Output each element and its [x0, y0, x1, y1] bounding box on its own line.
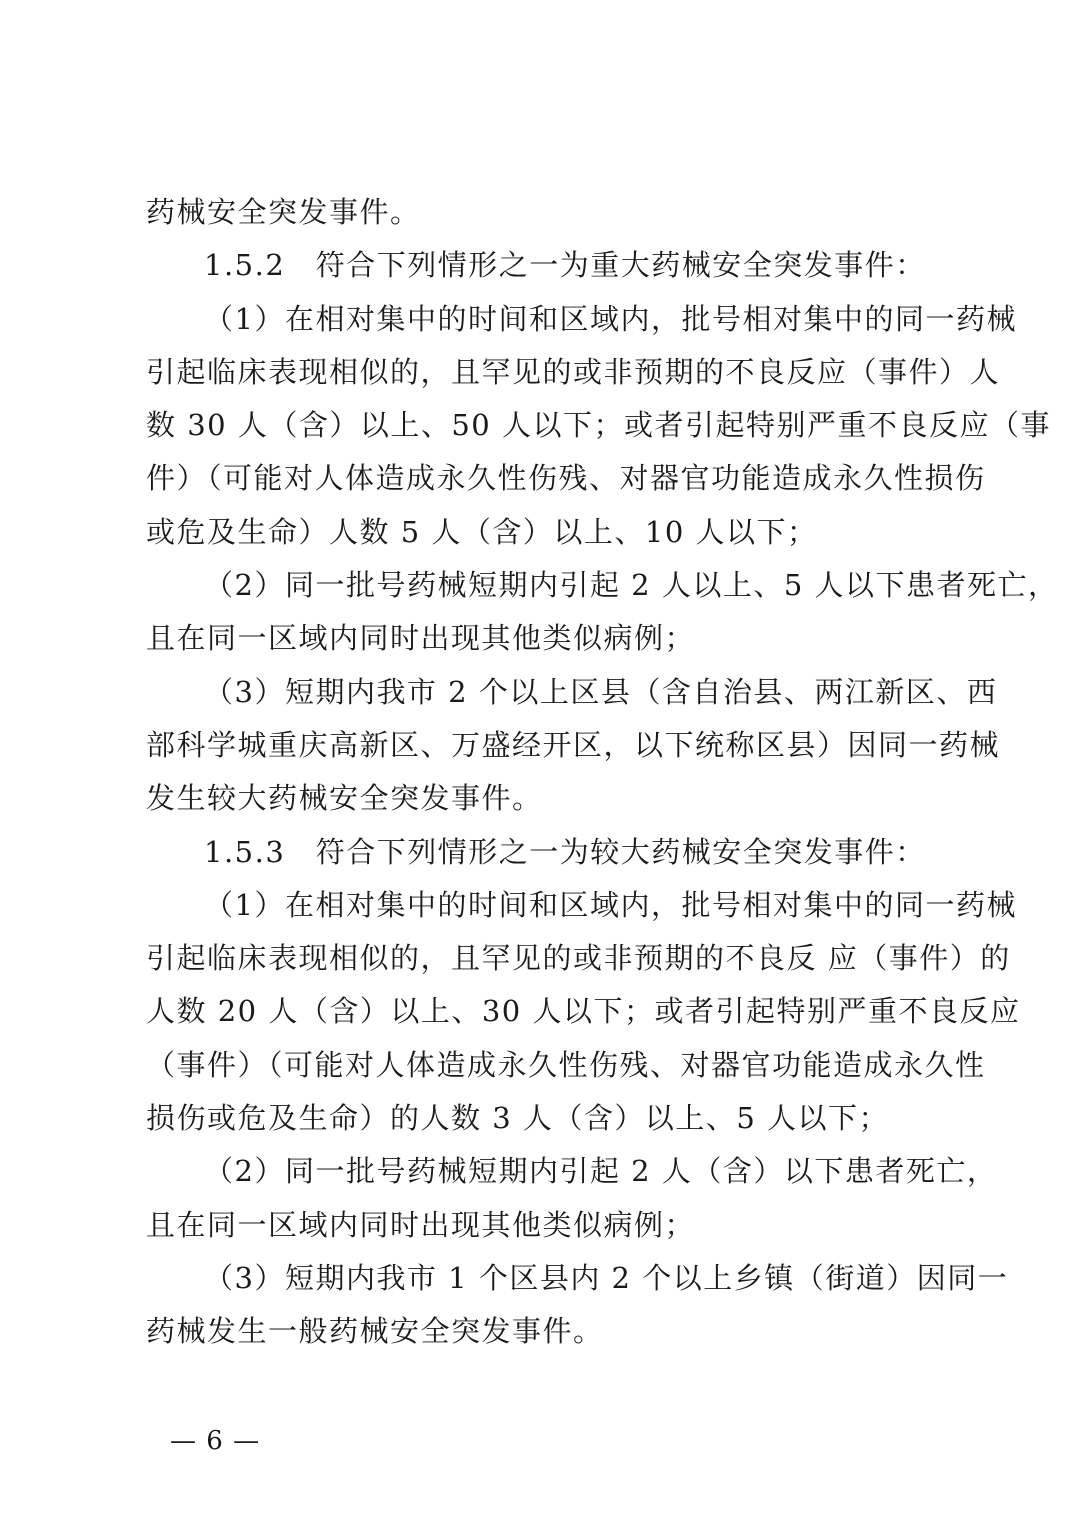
paragraph-line: 引起临床表现相似的，且罕见的或非预期的不良反应（事件）人	[146, 354, 1001, 389]
paragraph-line: 且在同一区域内同时出现其他类似病例；	[146, 621, 696, 656]
paragraph-line: 或危及生命）人数 5 人（含）以上、10 人以下；	[146, 514, 818, 549]
section-heading-1-5-3: 1.5.3 符合下列情形之一为较大药械安全突发事件：	[204, 834, 926, 869]
paragraph-line: 药械安全突发事件。	[146, 195, 421, 229]
paragraph-line: 损伤或危及生命）的人数 3 人（含）以上、5 人以下；	[146, 1101, 890, 1136]
paragraph-line: 发生较大药械安全突发事件。	[146, 781, 543, 816]
paragraph-line: （事件）（可能对人体造成永久性伤残、对器官功能造成永久性	[146, 1047, 986, 1082]
paragraph-line: （3）短期内我市 1 个区县内 2 个以上乡镇（街道）因同一	[204, 1260, 1009, 1295]
paragraph-line: 件）（可能对人体造成永久性伤残、对器官功能造成永久性损伤	[146, 461, 986, 496]
paragraph-line: （3）短期内我市 2 个以上区县（含自治县、两江新区、西	[204, 674, 998, 709]
paragraph-line: （1）在相对集中的时间和区域内，批号相对集中的同一药械	[204, 887, 1017, 922]
page-number: — 6 —	[170, 1426, 261, 1456]
paragraph-line: （2）同一批号药械短期内引起 2 人（含）以下患者死亡，	[204, 1154, 998, 1189]
paragraph-line: 数 30 人（含）以上、50 人以下；或者引起特别严重不良反应（事	[146, 408, 1051, 443]
paragraph-line: 部科学城重庆高新区、万盛经开区，以下统称区县）因同一药械	[146, 727, 1001, 762]
document-body	[146, 186, 1059, 1359]
paragraph-line: 人数 20 人（含）以上、30 人以下；或者引起特别严重不良反应	[146, 994, 1021, 1029]
paragraph-line: （1）在相对集中的时间和区域内，批号相对集中的同一药械	[204, 301, 1017, 336]
paragraph-line: 药械发生一般药械安全突发事件。	[146, 1314, 604, 1349]
paragraph-line: （2）同一批号药械短期内引起 2 人以上、5 人以下患者死亡，	[204, 568, 1059, 603]
section-heading-1-5-2: 1.5.2 符合下列情形之一为重大药械安全突发事件：	[204, 248, 926, 283]
paragraph-line: 引起临床表现相似的，且罕见的或非预期的不良反 应（事件）的	[146, 941, 1011, 976]
paragraph-line: 且在同一区域内同时出现其他类似病例；	[146, 1207, 696, 1242]
